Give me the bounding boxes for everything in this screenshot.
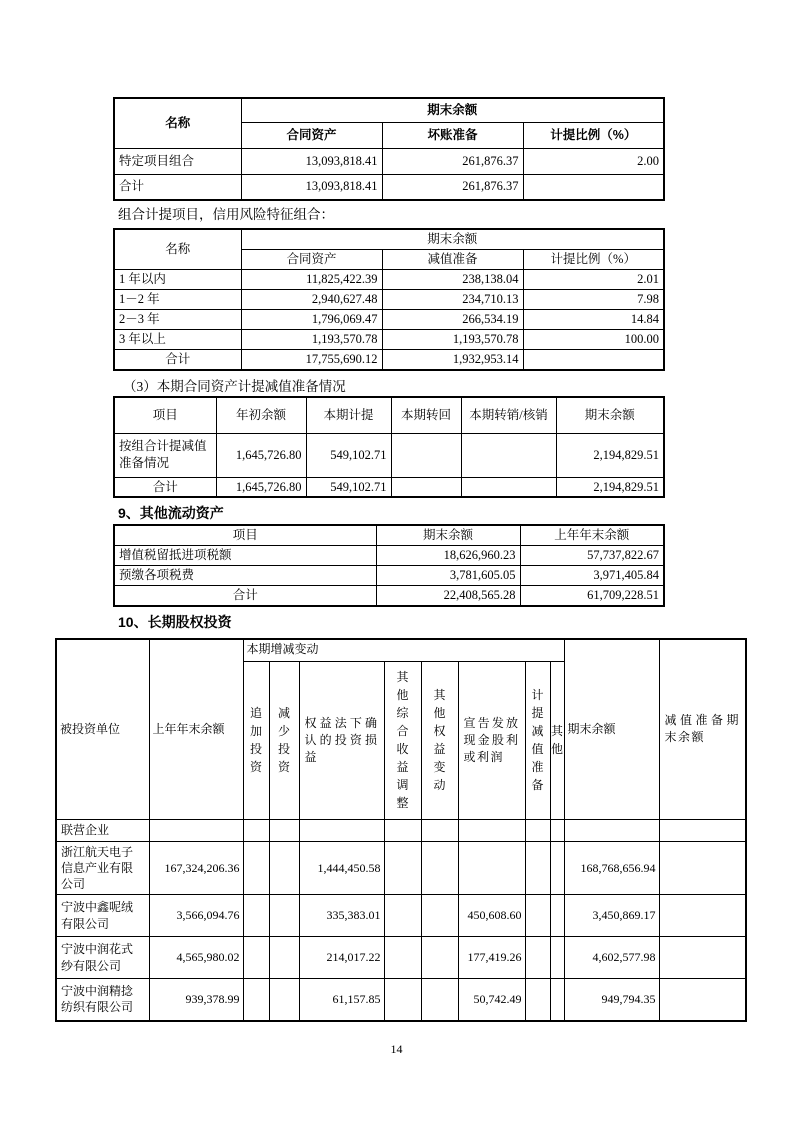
- table-cell: 18,626,960.23: [376, 545, 520, 565]
- t5-header-impairment-ending-balance: 减值准备期末余额: [659, 639, 746, 819]
- table-row-total: [114, 174, 664, 200]
- table-cell: [550, 895, 564, 937]
- table-cell: 167,324,206.36: [149, 841, 243, 895]
- table-cell: 177,419.26: [458, 937, 525, 979]
- t5-header-other-equity-changes: 其他权益变动: [421, 661, 458, 819]
- table-cell: 335,383.01: [299, 895, 384, 937]
- t3-header-ending-balance: 期末余额: [556, 397, 664, 433]
- table-cell: 450,608.60: [458, 895, 525, 937]
- table-cell: [525, 937, 550, 979]
- table-cell: 50,742.49: [458, 979, 525, 1021]
- long-term-equity-table: [55, 638, 747, 1022]
- table-cell: 2.00: [523, 148, 664, 174]
- table-cell: [525, 979, 550, 1021]
- table-cell: [659, 895, 746, 937]
- table-cell: [550, 841, 564, 895]
- table-cell: 549,102.71: [306, 433, 391, 477]
- t1-header-ending-balance-group: 期末余额: [241, 98, 664, 122]
- table-cell: [659, 819, 746, 841]
- table-cell: 2,194,829.51: [556, 433, 664, 477]
- page-number: 14: [390, 1042, 403, 1056]
- table-cell: [458, 841, 525, 895]
- table-cell: [461, 477, 556, 497]
- table-cell: 2,194,829.51: [556, 477, 664, 497]
- t3-header-current-provision: 本期计提: [306, 397, 391, 433]
- table-cell: [659, 841, 746, 895]
- t2-header-impairment-reserve: 减值准备: [382, 249, 523, 269]
- table-cell: [525, 841, 550, 895]
- table-cell: 22,408,565.28: [376, 585, 520, 605]
- t3-header-opening-balance: 年初余额: [216, 397, 306, 433]
- row-label: 按组合计提减值准备情况: [114, 433, 216, 477]
- table-cell: [391, 433, 461, 477]
- table-row: [56, 841, 746, 895]
- table-cell: 1,193,570.78: [241, 329, 382, 349]
- table-cell: 1,796,069.47: [241, 309, 382, 329]
- row-label: 2－3 年: [114, 309, 241, 329]
- table-cell: [523, 349, 664, 369]
- t2-header-contract-assets: 合同资产: [241, 249, 382, 269]
- row-label: 特定项目组合: [114, 148, 241, 174]
- table-cell: [269, 937, 299, 979]
- table-cell: 3,566,094.76: [149, 895, 243, 937]
- table-cell: 4,602,577.98: [564, 937, 659, 979]
- t4-header-prior-year-balance: 上年年末余额: [520, 525, 664, 545]
- table-cell: 238,138.04: [382, 269, 523, 289]
- table-cell: [525, 895, 550, 937]
- table-cell: 17,755,690.12: [241, 349, 382, 369]
- portfolio-caption: 组合计提项目，信用风险特征组合：: [118, 207, 334, 222]
- table-row: [114, 565, 664, 585]
- t5-header-declared-dividends: 宣告发放现金股利或利润: [458, 661, 525, 819]
- row-label: 合计: [114, 349, 241, 369]
- provision-section-heading: （3）本期合同资产计提减值准备情况: [123, 379, 346, 394]
- table-row: [56, 937, 746, 979]
- table-cell: [458, 819, 525, 841]
- table-row: [114, 329, 664, 349]
- table-cell: [461, 433, 556, 477]
- table-cell: 4,565,980.02: [149, 937, 243, 979]
- t5-header-equity-method-pl: 权益法下确认的投资损益: [299, 661, 384, 819]
- table-cell: 3,971,405.84: [520, 565, 664, 585]
- table-cell: [384, 841, 421, 895]
- row-label: 3 年以上: [114, 329, 241, 349]
- t5-header-impairment-provision: 计提减值准备: [525, 661, 550, 819]
- table-cell: 13,093,818.41: [241, 174, 382, 200]
- t3-header-item: 项目: [114, 397, 216, 433]
- table-cell: 11,825,422.39: [241, 269, 382, 289]
- table-cell: 549,102.71: [306, 477, 391, 497]
- table-cell: 7.98: [523, 289, 664, 309]
- table-cell: 261,876.37: [382, 174, 523, 200]
- table-cell: [421, 819, 458, 841]
- table-row-total: [114, 477, 664, 497]
- credit-risk-portfolio-table: [113, 228, 665, 371]
- table-cell: [525, 819, 550, 841]
- table-cell: [243, 937, 269, 979]
- table-cell: 266,534.19: [382, 309, 523, 329]
- table-cell: [384, 979, 421, 1021]
- row-label: 合计: [114, 174, 241, 200]
- table-cell: 1,193,570.78: [382, 329, 523, 349]
- t5-header-current-changes-group: 本期增减变动: [243, 639, 564, 661]
- table-cell: [269, 979, 299, 1021]
- t2-header-ending-balance-group: 期末余额: [241, 229, 664, 249]
- t1-header-contract-assets: 合同资产: [241, 122, 382, 148]
- table-cell: 949,794.35: [564, 979, 659, 1021]
- row-label: 合计: [114, 477, 216, 497]
- t2-header-name: 名称: [114, 229, 241, 269]
- table-cell: [149, 819, 243, 841]
- bad-debt-provision-table: [113, 97, 665, 201]
- table-cell: [243, 819, 269, 841]
- table-cell: 1,645,726.80: [216, 433, 306, 477]
- table-cell: [269, 819, 299, 841]
- table-cell: [421, 937, 458, 979]
- row-label: 宁波中润精捻纺织有限公司: [56, 979, 149, 1021]
- table-cell: 214,017.22: [299, 937, 384, 979]
- table-cell: [659, 937, 746, 979]
- table-cell: [243, 841, 269, 895]
- row-label: 宁波中润花式纱有限公司: [56, 937, 149, 979]
- row-label: 1 年以内: [114, 269, 241, 289]
- t3-header-current-reversal: 本期转回: [391, 397, 461, 433]
- t5-header-additional-investment: 追加投资: [243, 661, 269, 819]
- table-cell: [384, 895, 421, 937]
- other-current-assets-heading: 9、其他流动资产: [118, 505, 224, 521]
- table-cell: 234,710.13: [382, 289, 523, 309]
- table-cell: 1,444,450.58: [299, 841, 384, 895]
- table-cell: 261,876.37: [382, 148, 523, 174]
- long-term-equity-heading: 10、长期股权投资: [118, 614, 232, 630]
- table-cell: 3,781,605.05: [376, 565, 520, 585]
- table-cell: 14.84: [523, 309, 664, 329]
- table-cell: [269, 895, 299, 937]
- table-row: [114, 433, 664, 477]
- table-cell: [564, 819, 659, 841]
- table-row: [114, 148, 664, 174]
- table-cell: [299, 819, 384, 841]
- t4-header-item: 项目: [114, 525, 376, 545]
- table-row: [56, 979, 746, 1021]
- t1-header-provision-ratio: 计提比例（%）: [523, 122, 664, 148]
- table-cell: 2.01: [523, 269, 664, 289]
- table-cell: 1,645,726.80: [216, 477, 306, 497]
- t1-header-bad-debt-reserve: 坏账准备: [382, 122, 523, 148]
- table-cell: 939,378.99: [149, 979, 243, 1021]
- table-row-total: [114, 349, 664, 369]
- table-cell: [421, 979, 458, 1021]
- table-cell: [269, 841, 299, 895]
- row-label: 1－2 年: [114, 289, 241, 309]
- table-cell: [384, 937, 421, 979]
- t5-header-prior-year-balance: 上年年末余额: [149, 639, 243, 819]
- table-cell: 61,157.85: [299, 979, 384, 1021]
- t5-header-ending-balance: 期末余额: [564, 639, 659, 819]
- table-cell: [523, 174, 664, 200]
- table-row: [56, 895, 746, 937]
- row-label: 宁波中鑫呢绒有限公司: [56, 895, 149, 937]
- row-label: 预缴各项税费: [114, 565, 376, 585]
- table-cell: [550, 979, 564, 1021]
- t5-header-other: 其他: [550, 661, 564, 819]
- table-cell: [550, 937, 564, 979]
- table-cell: [384, 819, 421, 841]
- t3-header-current-writeoff: 本期转销/核销: [461, 397, 556, 433]
- row-label: 增值税留抵进项税额: [114, 545, 376, 565]
- impairment-provision-table: [113, 396, 665, 498]
- table-cell: [421, 895, 458, 937]
- t5-header-reduced-investment: 减少投资: [269, 661, 299, 819]
- table-cell: [391, 477, 461, 497]
- table-cell: 1,932,953.14: [382, 349, 523, 369]
- table-cell: [243, 979, 269, 1021]
- row-label: 浙江航天电子信息产业有限公司: [56, 841, 149, 895]
- table-cell: [659, 979, 746, 1021]
- table-cell: [243, 895, 269, 937]
- table-row: [114, 289, 664, 309]
- table-cell: 57,737,822.67: [520, 545, 664, 565]
- t5-header-oci-adjustment: 其他综合收益调整: [384, 661, 421, 819]
- t2-header-provision-ratio: 计提比例（%）: [523, 249, 664, 269]
- t1-header-name: 名称: [114, 98, 241, 148]
- table-row: [114, 309, 664, 329]
- table-cell: [550, 819, 564, 841]
- table-cell: 3,450,869.17: [564, 895, 659, 937]
- table-cell: 168,768,656.94: [564, 841, 659, 895]
- t5-header-investee: 被投资单位: [56, 639, 149, 819]
- table-cell: 61,709,228.51: [520, 585, 664, 605]
- table-cell: 2,940,627.48: [241, 289, 382, 309]
- t4-header-ending-balance: 期末余额: [376, 525, 520, 545]
- table-row: [114, 269, 664, 289]
- table-cell: 13,093,818.41: [241, 148, 382, 174]
- table-row: [114, 545, 664, 565]
- table-cell: [421, 841, 458, 895]
- row-label: 合计: [114, 585, 376, 605]
- row-label: 联营企业: [56, 819, 149, 841]
- table-row-group-label: [56, 819, 746, 841]
- other-current-assets-table: [113, 524, 665, 607]
- table-row-total: [114, 585, 664, 605]
- table-cell: 100.00: [523, 329, 664, 349]
